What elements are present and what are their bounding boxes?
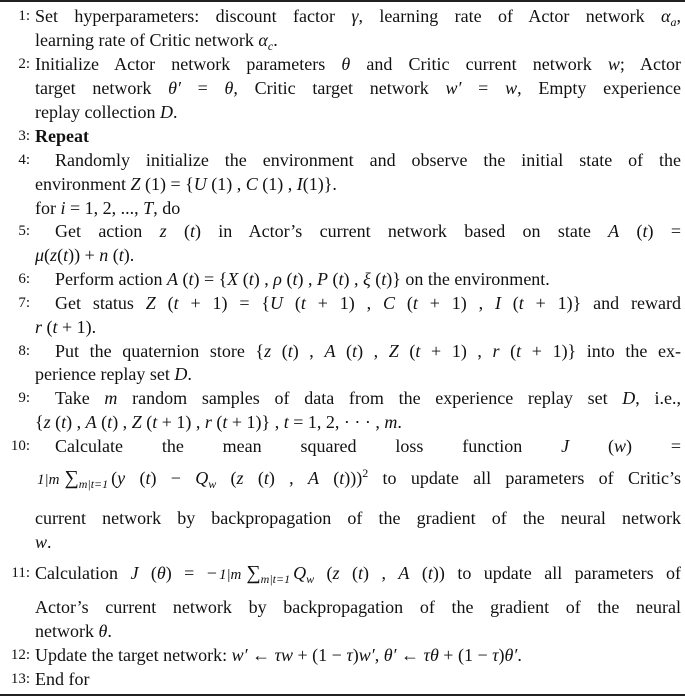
text-segment: Set hyperparameters: discount factor (35, 6, 352, 26)
algorithm-line (0, 466, 685, 490)
text-segment: ) − (150, 468, 196, 488)
line-text (35, 52, 681, 76)
text-segment: to update all parameters of Critic’s (368, 468, 681, 488)
text-segment: ) in Actor’s current network based on state (194, 221, 609, 241)
text-segment: w (505, 78, 518, 98)
algorithm-line (0, 172, 685, 196)
line-number: 5: (18, 223, 30, 239)
text-segment: ( (125, 468, 146, 488)
text-segment: t (292, 269, 298, 289)
text-segment: Put the quaternion store { (55, 341, 265, 361)
text-segment: ( (96, 412, 108, 432)
sigma-symbol: ∑ (246, 562, 261, 584)
text-segment: ( (398, 341, 416, 361)
text-segment: + 1) , (417, 293, 495, 313)
top-rule (0, 0, 685, 2)
text-segment: ( (243, 468, 264, 488)
text-segment: for (35, 198, 61, 218)
text-segment: ) , (297, 269, 317, 289)
text-segment: X (227, 269, 239, 289)
text-segment: A (398, 563, 410, 583)
text-segment: J (561, 436, 570, 456)
text-segment: ) , (343, 269, 363, 289)
text-segment: and Critic current network (350, 54, 608, 74)
text-segment: ( (339, 563, 359, 583)
line-text (35, 506, 681, 530)
summation-limits: m|t=1 (260, 572, 291, 586)
text-segment: m (384, 412, 398, 432)
text-segment: = (461, 78, 506, 98)
line-number: 9: (18, 390, 30, 406)
line-text (35, 643, 681, 667)
line-number: 8: (18, 343, 30, 359)
line-text (55, 434, 681, 458)
algorithm-line (0, 148, 685, 172)
text-segment: (1) = { (140, 174, 194, 194)
text-segment: τ (492, 645, 499, 665)
text-segment: ( (619, 221, 643, 241)
text-segment: A (307, 468, 319, 488)
line-text (35, 595, 681, 619)
text-segment: J (130, 563, 139, 583)
text-segment: γ (351, 6, 359, 26)
text-segment: ( (499, 341, 517, 361)
text-segment: ) , (268, 468, 308, 488)
line-text (55, 267, 681, 291)
text-segment: τ (346, 645, 353, 665)
text-segment: + 1) , (305, 293, 383, 313)
text-segment: c (267, 39, 274, 53)
line-text (35, 619, 681, 643)
algorithm-line (0, 267, 685, 291)
summation (246, 562, 291, 586)
text-segment: τθ (423, 645, 439, 665)
text-segment: θ′ (383, 645, 397, 665)
text-segment: A (85, 412, 97, 432)
text-segment: D (622, 388, 636, 408)
algorithm-line (0, 100, 685, 124)
text-segment: ( (314, 563, 333, 583)
text-segment: (1) , (257, 174, 297, 194)
text-segment: End for (35, 669, 90, 689)
text-segment: + 1)} and reward (523, 293, 681, 313)
text-segment: , learning rate of Actor network (358, 6, 662, 26)
text-segment: Get action (55, 221, 160, 241)
text-segment: t (518, 293, 524, 313)
text-segment: t (52, 317, 58, 337)
text-segment: n (99, 245, 109, 265)
algorithm-line (0, 4, 685, 28)
text-segment: A (166, 269, 178, 289)
line-text (55, 148, 681, 172)
algorithm-line (0, 219, 685, 243)
line-text (35, 243, 681, 267)
text-segment: t (173, 293, 179, 313)
text-segment: ( (155, 293, 174, 313)
text-segment: Perform action (55, 269, 167, 289)
text-segment: ) , (253, 269, 274, 289)
line-number: 4: (18, 152, 30, 168)
text-segment: learning rate of Critic network (35, 30, 259, 50)
text-segment: { (35, 412, 44, 432)
text-segment: y (117, 468, 126, 488)
text-segment: )} on the environment. (386, 269, 550, 289)
text-segment: z (50, 245, 58, 265)
line-text (35, 667, 681, 691)
text-segment: Q (293, 563, 307, 583)
text-segment: ) (352, 645, 359, 665)
line-text (35, 4, 681, 28)
algorithm-line (0, 315, 685, 339)
fraction: 1|m (218, 567, 242, 583)
text-segment: w (208, 477, 217, 491)
text-segment: θ (156, 563, 166, 583)
line-number: 10: (10, 438, 30, 454)
text-segment: D (159, 102, 173, 122)
text-segment: network (35, 621, 99, 641)
text-segment: replay collection (35, 102, 160, 122)
text-segment: τw (274, 645, 294, 665)
text-segment: A (324, 341, 336, 361)
text-segment: t (300, 293, 306, 313)
text-segment: w (613, 436, 626, 456)
text-segment: θ (341, 54, 351, 74)
text-segment: t (145, 468, 151, 488)
summation-limits: m|t=1 (78, 477, 109, 491)
text-segment: + 1) = { (178, 293, 270, 313)
text-segment: z (159, 221, 167, 241)
line-text (35, 315, 681, 339)
line-text (35, 124, 681, 148)
text-segment: A (608, 221, 620, 241)
text-segment: ; Actor (619, 54, 681, 74)
text-segment: 2 (362, 466, 369, 480)
line-text (55, 386, 681, 410)
algorithm-line (0, 561, 685, 585)
text-segment: . (172, 102, 178, 122)
text-segment: perience replay set (35, 364, 175, 384)
text-segment: U (269, 293, 283, 313)
text-segment: t (415, 341, 421, 361)
line-text (35, 561, 681, 587)
text-segment: ( (166, 221, 190, 241)
text-segment: z (264, 341, 272, 361)
algorithm-line (0, 595, 685, 619)
line-number: 2: (18, 56, 30, 72)
text-segment: ) , (66, 412, 86, 432)
text-segment: z (43, 412, 51, 432)
text-segment: Update the target network: (35, 645, 232, 665)
text-segment: t (358, 563, 364, 583)
text-segment: (1)}. (302, 174, 337, 194)
text-segment: ) = (647, 221, 681, 241)
text-segment: Calculation (35, 563, 131, 583)
text-segment: t (188, 269, 194, 289)
text-segment: I (494, 293, 501, 313)
text-segment: target network (35, 78, 169, 98)
text-segment: ( (271, 341, 288, 361)
text-segment: t (339, 468, 345, 488)
text-segment: t (152, 412, 158, 432)
text-segment: μ (35, 245, 45, 265)
text-segment: ( (500, 293, 519, 313)
line-text (55, 339, 681, 363)
summation (64, 467, 109, 491)
text-segment: Actor’s current network by backpropagation of the gradient of the neural (35, 597, 681, 617)
algorithm-line (0, 410, 685, 434)
text-segment: t (338, 269, 344, 289)
algorithm-line (0, 291, 685, 315)
algorithm-line (0, 124, 685, 148)
line-text (35, 28, 681, 52)
algorithm-line (0, 434, 685, 458)
text-segment: random samples of data from the experience replay set (117, 388, 623, 408)
text-segment: w′ (358, 645, 375, 665)
text-segment: ) (498, 645, 505, 665)
line-text (35, 100, 681, 124)
text-segment: ) = (625, 436, 681, 456)
line-text (55, 219, 681, 243)
line-text (35, 410, 681, 434)
line-text (35, 362, 681, 386)
algorithm-line (0, 362, 685, 386)
text-segment: w (35, 532, 48, 552)
algorithm-line (0, 28, 685, 52)
text-segment: r (204, 412, 212, 432)
line-text (35, 466, 681, 492)
algorithm-line (0, 506, 685, 530)
text-segment: + 1) , (420, 341, 493, 361)
text-segment: C (245, 174, 258, 194)
text-segment: t (427, 563, 433, 583)
text-segment: environment (35, 174, 131, 194)
text-segment: a (670, 15, 677, 29)
line-number: 3: (18, 128, 30, 144)
text-segment: + 1)} , (227, 412, 284, 432)
line-text (35, 196, 681, 220)
text-segment: ( (108, 245, 119, 265)
text-segment: . (397, 412, 402, 432)
algorithm-line (0, 643, 685, 667)
text-segment: w′ (231, 645, 248, 665)
text-segment: t (118, 245, 124, 265)
text-segment: w′ (445, 78, 462, 98)
text-segment: ← (247, 645, 275, 665)
text-segment: ( (42, 317, 53, 337)
text-segment: ( (50, 412, 62, 432)
text-segment: t (283, 412, 289, 432)
text-segment: ) , (112, 412, 132, 432)
text-segment: + 1). (57, 317, 97, 337)
text-segment: . (187, 364, 192, 384)
fraction: 1|m (37, 472, 60, 488)
text-segment: ( (370, 269, 382, 289)
text-segment: ( (335, 341, 353, 361)
text-segment: )) + (68, 245, 100, 265)
text-segment: ) = { (193, 269, 228, 289)
bottom-rule (0, 694, 685, 696)
text-segment: Q (195, 468, 209, 488)
text-segment: = 1, 2, ..., (65, 198, 144, 218)
text-segment: ( (282, 293, 301, 313)
text-segment: C (382, 293, 395, 313)
text-segment: r (35, 317, 43, 337)
text-segment: θ′ (168, 78, 181, 98)
text-segment: ( (44, 245, 51, 265)
text-segment: z (236, 468, 244, 488)
algorithm-line (0, 196, 685, 220)
text-segment: r (492, 341, 500, 361)
text-segment: = (180, 78, 225, 98)
text-segment: θ (98, 621, 108, 641)
text-segment: i (60, 198, 66, 218)
text-segment: ( (327, 269, 339, 289)
text-segment: ( (394, 293, 413, 313)
text-segment: Repeat (35, 126, 89, 146)
algorithm-line (0, 52, 685, 76)
line-number: 12: (10, 647, 30, 663)
text-segment: t (189, 221, 195, 241)
text-segment: ))) (344, 468, 363, 488)
text-segment: I (296, 174, 303, 194)
text-segment: ) , (357, 341, 389, 361)
text-segment: t (381, 269, 387, 289)
text-segment: w (306, 572, 315, 586)
text-segment: Take (55, 388, 105, 408)
text-segment: α (258, 30, 268, 50)
text-segment: ρ (273, 269, 282, 289)
text-segment: ( (138, 563, 157, 583)
text-segment: ) = − (165, 563, 217, 583)
line-number: 6: (18, 271, 30, 287)
text-segment: , (374, 645, 384, 665)
text-segment: )) to update all parameters of (432, 563, 682, 583)
text-segment: , i.e., (635, 388, 681, 408)
line-text (35, 76, 681, 100)
text-segment: ( (177, 269, 189, 289)
text-segment: Randomly initialize the environment and observe the initial state of the (55, 150, 681, 170)
text-segment: ) , (363, 563, 399, 583)
text-segment: ( (216, 468, 237, 488)
text-segment: t (263, 468, 269, 488)
line-text (55, 291, 681, 315)
line-text (35, 530, 681, 554)
sigma-symbol: ∑ (64, 467, 79, 489)
text-segment: Get status (55, 293, 146, 313)
text-segment: t (412, 293, 418, 313)
algorithm-line (0, 76, 685, 100)
text-segment: ( (57, 245, 64, 265)
text-segment: θ′ (504, 645, 518, 665)
text-segment: ) , (292, 341, 325, 361)
algorithm-line (0, 530, 685, 554)
text-segment: ( (318, 468, 340, 488)
text-segment: (1) , (206, 174, 246, 194)
text-segment: t (642, 221, 648, 241)
text-segment: ← (396, 645, 424, 665)
text-segment: ( (141, 412, 153, 432)
text-segment: . (517, 645, 522, 665)
text-segment: + 1)} into the ex- (521, 341, 682, 361)
text-segment: Z (145, 293, 156, 313)
text-segment: ( (409, 563, 428, 583)
line-number: 7: (18, 295, 30, 311)
text-segment: ). (123, 245, 135, 265)
text-segment: ( (281, 269, 293, 289)
text-segment: Initialize Actor network parameters (35, 54, 342, 74)
text-segment: = 1, 2, · · · , (288, 412, 385, 432)
text-segment: z (332, 563, 340, 583)
text-segment: T (143, 198, 154, 218)
text-segment: t (352, 341, 358, 361)
algorithm-line (0, 339, 685, 363)
algorithm-line (0, 667, 685, 691)
text-segment: ( (211, 412, 223, 432)
text-segment: ξ (362, 269, 371, 289)
text-segment: Z (388, 341, 399, 361)
text-segment: . (273, 30, 278, 50)
text-segment: t (248, 269, 254, 289)
text-segment: ( (569, 436, 614, 456)
text-segment: Z (130, 174, 141, 194)
text-segment: D (174, 364, 188, 384)
text-segment: α (661, 6, 671, 26)
text-segment: , Empty experience (517, 78, 682, 98)
text-segment: Z (131, 412, 142, 432)
text-segment: , Critic target network (233, 78, 446, 98)
text-segment: w (607, 54, 620, 74)
text-segment: + 1) , (157, 412, 205, 432)
line-number: 11: (11, 565, 30, 581)
line-number: 1: (18, 8, 30, 24)
line-number: 13: (10, 671, 30, 687)
text-segment: t (516, 341, 522, 361)
algorithm-line (0, 386, 685, 410)
text-segment: θ (224, 78, 234, 98)
text-segment: , do (153, 198, 181, 218)
text-segment: U (193, 174, 207, 194)
text-segment: t (107, 412, 113, 432)
text-segment: current network by backpropagation of the gradient of the neural network (35, 508, 681, 528)
line-text (35, 172, 681, 196)
text-segment: + (1 − (293, 645, 347, 665)
text-segment: t (287, 341, 293, 361)
text-segment: Calculate the mean squared loss function (55, 436, 562, 456)
text-segment: t (63, 245, 69, 265)
text-segment: ( (238, 269, 249, 289)
algorithm-line (0, 243, 685, 267)
text-segment: . (107, 621, 112, 641)
text-segment: + (1 − (438, 645, 493, 665)
text-segment: . (47, 532, 52, 552)
text-segment: P (316, 269, 328, 289)
text-segment: m (104, 388, 118, 408)
text-segment: t (61, 412, 67, 432)
text-segment: ( (111, 468, 118, 488)
algorithm-line (0, 619, 685, 643)
text-segment: t (222, 412, 228, 432)
text-segment: , (676, 6, 681, 26)
